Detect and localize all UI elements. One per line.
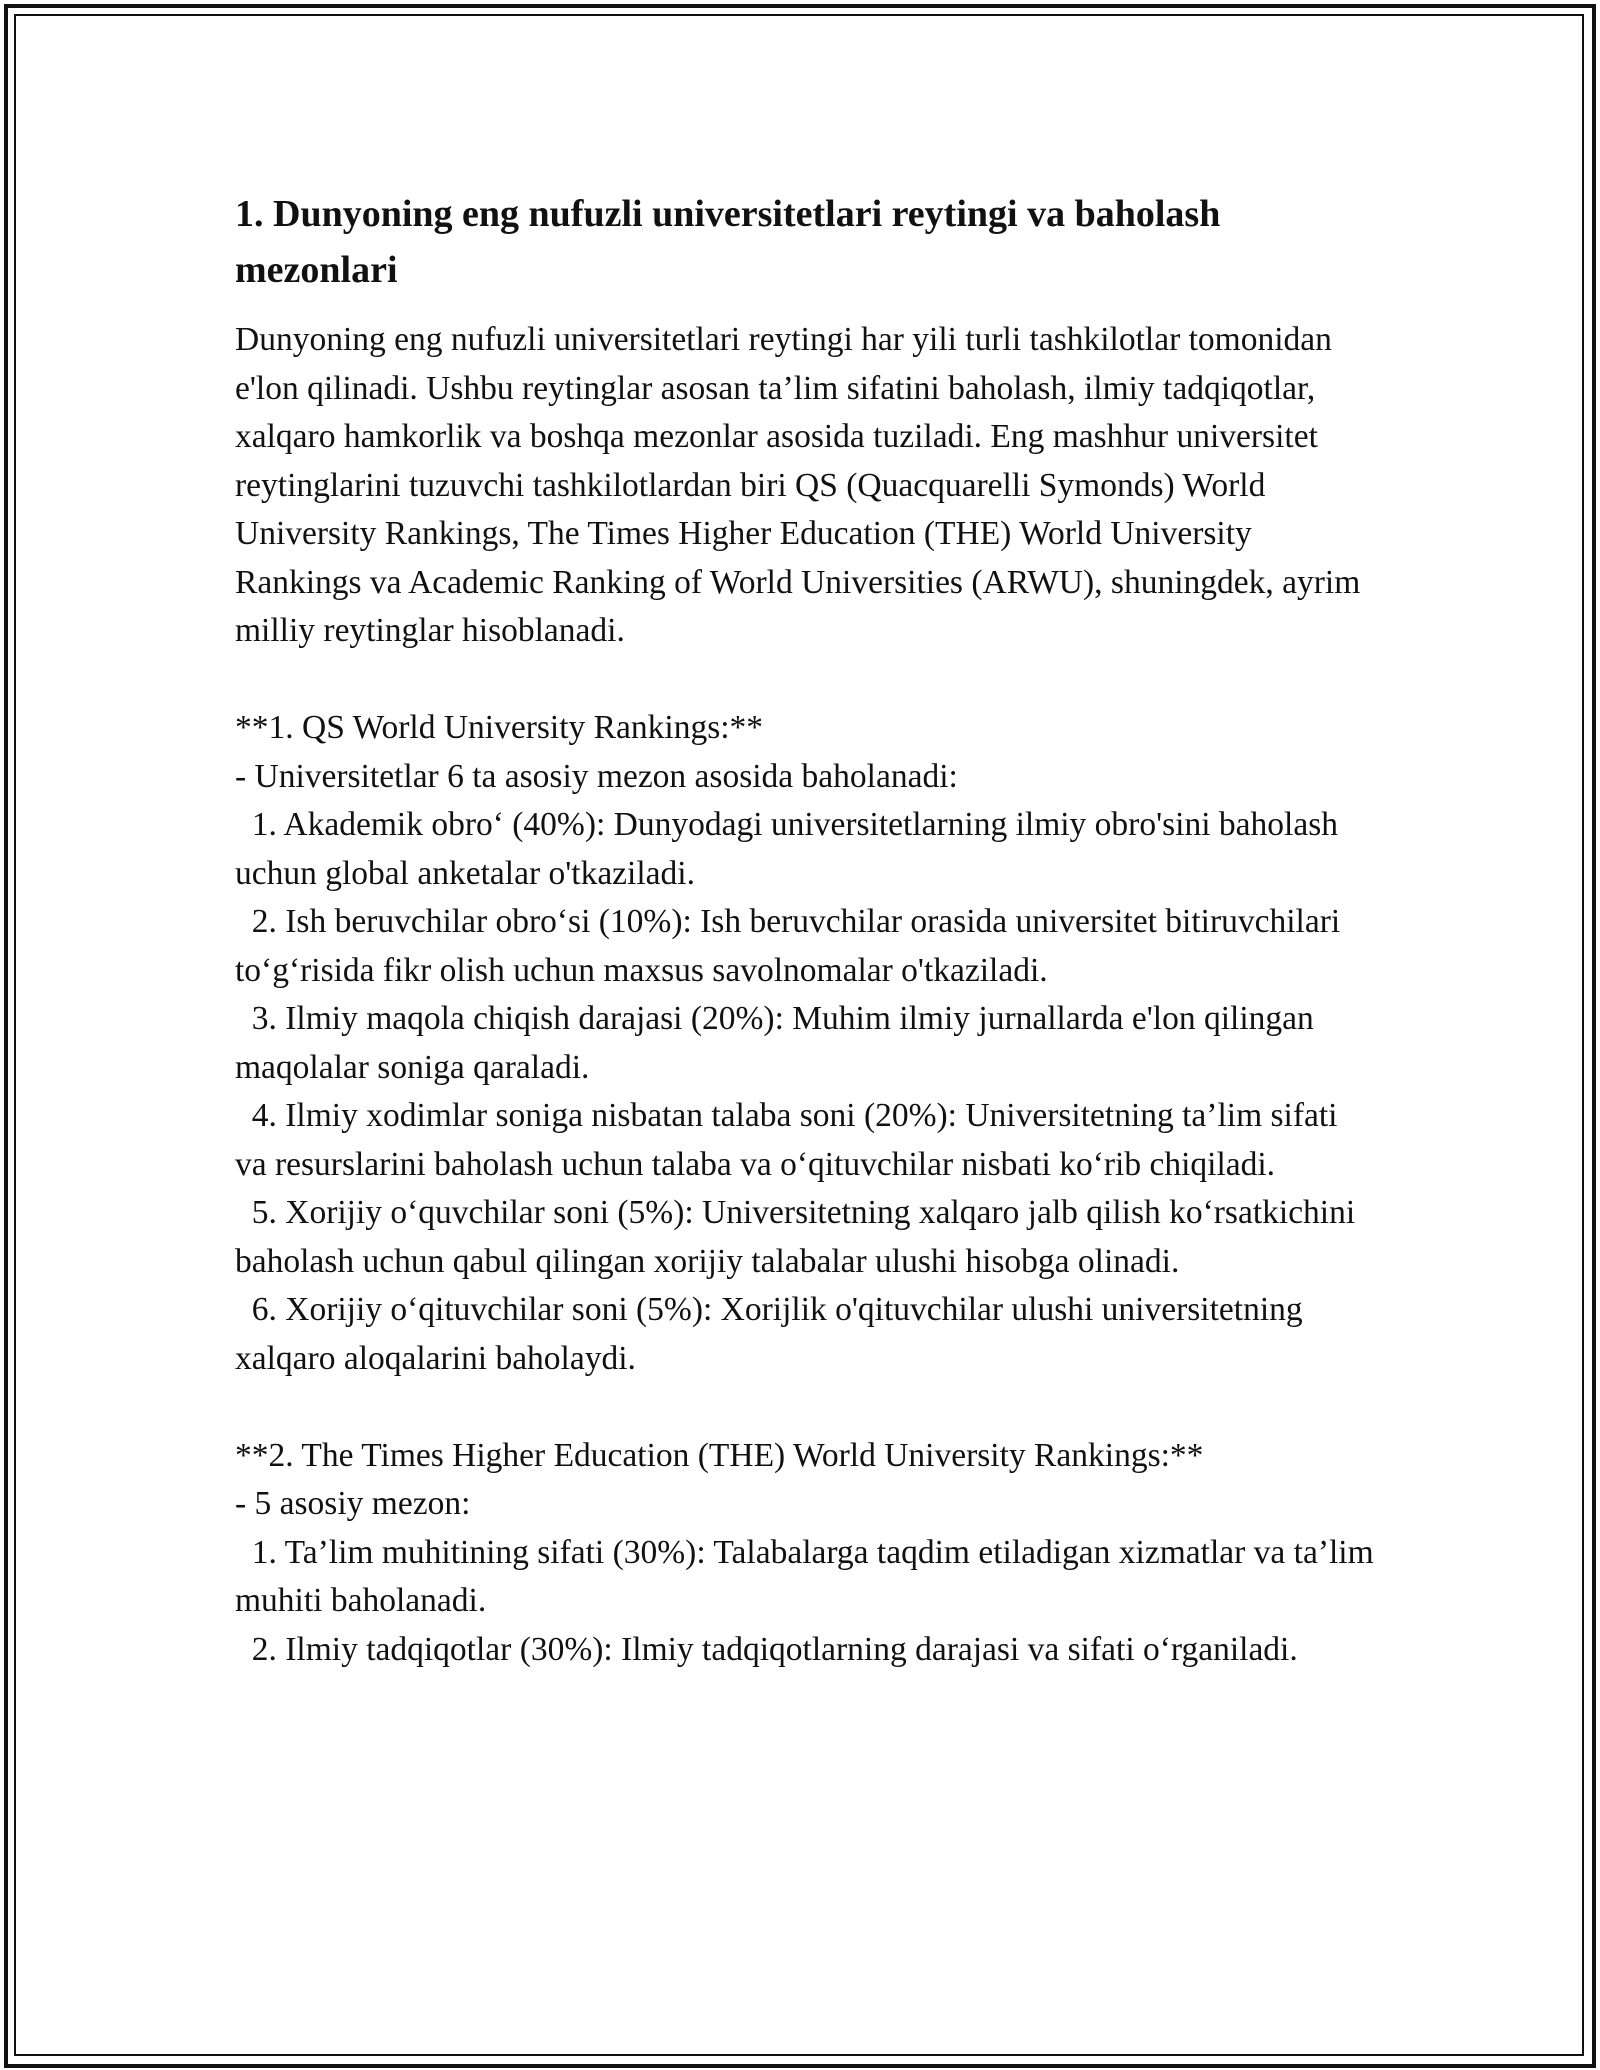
section1-item-3: 3. Ilmiy maqola chiqish darajasi (20%): Muhim ilmiy jurnallarda e'lon qilingan maqolalar soniga qaraladi.: [235, 1000, 1323, 1086]
section2-title: **2. The Times Higher Education (THE) World University Rankings:**: [235, 1436, 1204, 1474]
section2-item-1: 1. Ta’lim muhitining sifati (30%): Talabalarga taqdim etiladigan xizmatlar va ta’lim muhiti baholanadi.: [235, 1533, 1383, 1619]
section1-item-6: 6. Xorijiy o‘qituvchilar soni (5%): Xorijlik o'qituvchilar ulushi universitetning xalqaro aloqalarini baholaydi.: [235, 1291, 1312, 1377]
document-body: [235, 186, 1383, 1674]
section2-lead: - 5 asosiy mezon:: [235, 1485, 471, 1522]
section1-item-1: 1. Akademik obro‘ (40%): Dunyodagi universitetlarning ilmiy obro'sini baholash uchun global anketalar o'tkaziladi.: [235, 806, 1347, 892]
section2-item-2: 2. Ilmiy tadqiqotlar (30%): Ilmiy tadqiqotlarning darajasi va sifati o‘rganiladi.: [235, 1630, 1298, 1668]
section1-item-2: 2. Ish beruvchilar obro‘si (10%): Ish beruvchilar orasida universitet bitiruvchilari to‘g‘risida fikr olish uchun maxsus savolnomalar o'tkaziladi.: [235, 903, 1349, 989]
intro-paragraph: Dunyoning eng nufuzli universitetlari reytingi har yili turli tashkilotlar tomonidan e'lon qilinadi. Ushbu reytinglar asosan ta’lim sifatini baholash, ilmiy tadqiqotlar, xalqaro hamkorlik va boshqa mezonlar asosida tuziladi. Eng mashhur universitet reytinglarini tuzuvchi tashkilotlardan biri QS (Quacquarelli Symonds) World University Rankings, The Times Higher Education (THE) World University Rankings va Academic Ranking of World Universities (ARWU), shuningdek, ayrim milliy reytinglar hisoblanadi.: [235, 321, 1369, 649]
section1-lead: - Universitetlar 6 ta asosiy mezon asosida baholanadi:: [235, 757, 958, 795]
section1-title: **1. QS World University Rankings:**: [235, 709, 764, 746]
section1-item-4: 4. Ilmiy xodimlar soniga nisbatan talaba soni (20%): Universitetning ta’lim sifati va resurslarini baholash uchun talaba va o‘qituvchilar nisbati ko‘rib chiqiladi.: [235, 1097, 1346, 1183]
document-heading: 1. Dunyoning eng nufuzli universitetlari reytingi va baholash mezonlari: [235, 193, 1221, 291]
section1-item-5: 5. Xorijiy o‘quvchilar soni (5%): Universitetning xalqaro jalb qilish ko‘rsatkichini baholash uchun qabul qilingan xorijiy talabalar ulushi hisobga olinadi.: [235, 1194, 1364, 1280]
spacer: [235, 656, 1375, 705]
spacer: [235, 1383, 1375, 1432]
